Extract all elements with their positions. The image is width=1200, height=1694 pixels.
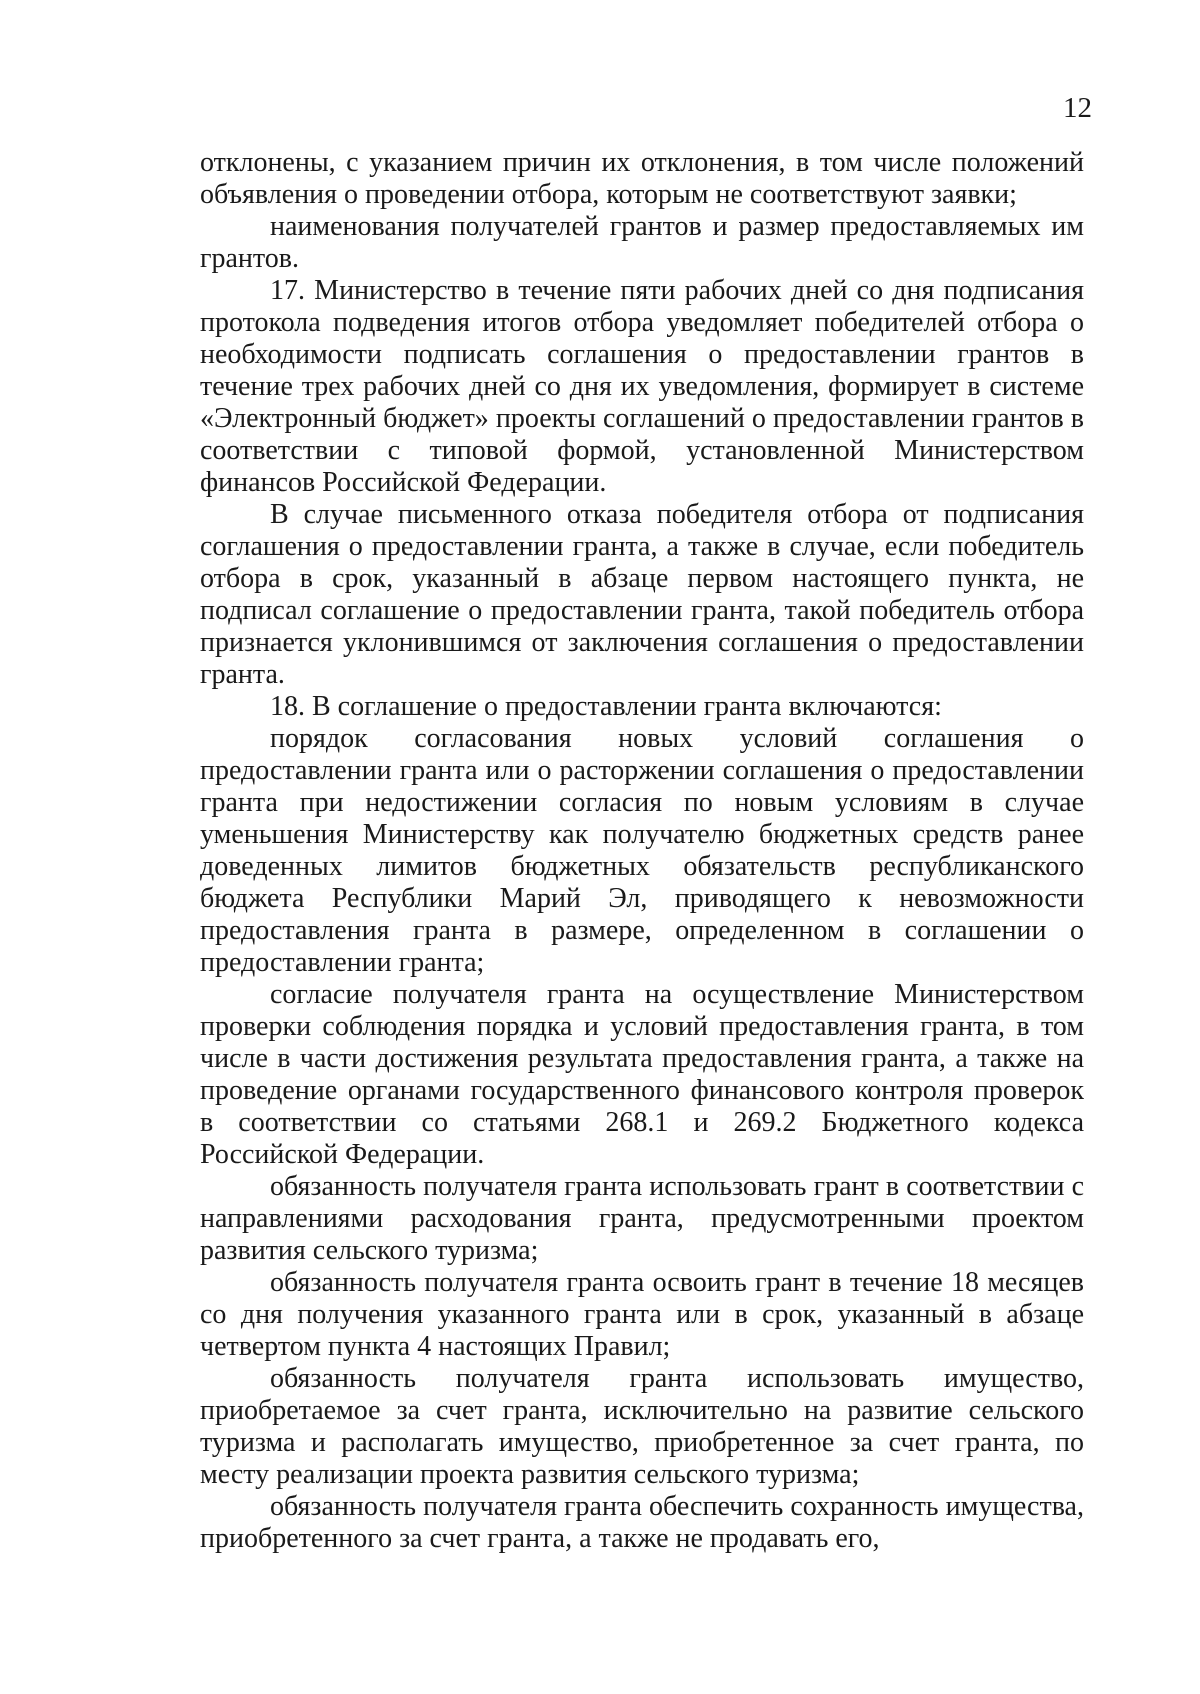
paragraph: В случае письменного отказа победителя отбора от подписания соглашения о предоставлении гранта, а также в случае, если победитель отбора в срок, указанный в абзаце первом настоящего пункта, не подписал соглашение о предоставлении гранта, такой победитель отбора признается уклонившимся от заключения соглашения о предоставлении гранта. [200, 499, 1084, 690]
paragraph: обязанность получателя гранта использовать грант в соответствии с направлениями расходования гранта, предусмотренными проектом развития сельского туризма; [200, 1171, 1084, 1266]
paragraph: обязанность получателя гранта освоить грант в течение 18 месяцев со дня получения указанного гранта или в срок, указанный в абзаце четвертом пункта 4 настоящих Правил; [200, 1267, 1084, 1362]
document-body [200, 147, 1084, 1555]
paragraph: обязанность получателя гранта использовать имущество, приобретаемое за счет гранта, исключительно на развитие сельского туризма и располагать имущество, приобретенное за счет гранта, по месту реализации проекта развития сельского туризма; [200, 1363, 1084, 1490]
paragraph: 17. Министерство в течение пяти рабочих дней со дня подписания протокола подведения итогов отбора уведомляет победителей отбора о необходимости подписать соглашения о предоставлении грантов в течение трех рабочих дней со дня их уведомления, формирует в системе «Электронный бюджет» проекты соглашений о предоставлении грантов в соответствии с типовой формой, установленной Министерством финансов Российской Федерации. [200, 275, 1084, 498]
paragraph: отклонены, с указанием причин их отклонения, в том числе положений объявления о проведении отбора, которым не соответствуют заявки; [200, 147, 1084, 210]
paragraph: порядок согласования новых условий соглашения о предоставлении гранта или о расторжении соглашения о предоставлении гранта при недостижении согласия по новым условиям в случае уменьшения Министерству как получателю бюджетных средств ранее доведенных лимитов бюджетных обязательств республиканского бюджета Республики Марий Эл, приводящего к невозможности предоставления гранта в размере, определенном в соглашении о предоставлении гранта; [200, 723, 1084, 978]
paragraph: согласие получателя гранта на осуществление Министерством проверки соблюдения порядка и условий предоставления гранта, в том числе в части достижения результата предоставления гранта, а также на проведение органами государственного финансового контроля проверок в соответствии со статьями 268.1 и 269.2 Бюджетного кодекса Российской Федерации. [200, 979, 1084, 1170]
paragraph: 18. В соглашение о предоставлении гранта включаются: [270, 691, 942, 722]
page-number: 12 [1063, 92, 1092, 124]
paragraph: обязанность получателя гранта обеспечить сохранность имущества, приобретенного за счет гранта, а также не продавать его, [200, 1491, 1084, 1554]
paragraph: наименования получателей грантов и размер предоставляемых им грантов. [200, 211, 1084, 274]
